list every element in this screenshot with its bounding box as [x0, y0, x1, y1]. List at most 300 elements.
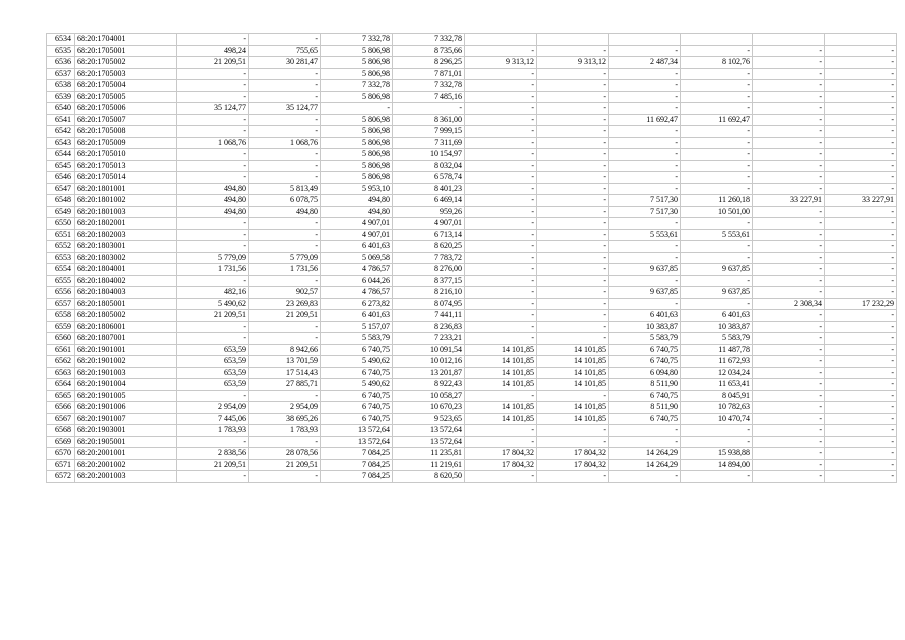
value-cell[interactable]: 6 044,26: [321, 275, 393, 287]
value-cell[interactable]: 5 583,79: [609, 333, 681, 345]
value-cell[interactable]: -: [753, 114, 825, 126]
value-cell[interactable]: -: [753, 80, 825, 92]
value-cell[interactable]: -: [681, 218, 753, 230]
value-cell[interactable]: -: [825, 91, 897, 103]
value-cell[interactable]: -: [609, 425, 681, 437]
value-cell[interactable]: -: [537, 137, 609, 149]
value-cell[interactable]: 14 101,85: [465, 367, 537, 379]
cadastral-code-cell[interactable]: 68:20:1804002: [75, 275, 177, 287]
value-cell[interactable]: 7 445,06: [177, 413, 249, 425]
value-cell[interactable]: 13 572,64: [393, 436, 465, 448]
value-cell[interactable]: 14 101,85: [537, 413, 609, 425]
value-cell[interactable]: 30 281,47: [249, 57, 321, 69]
value-cell[interactable]: 5 779,09: [249, 252, 321, 264]
value-cell[interactable]: 8 236,83: [393, 321, 465, 333]
value-cell[interactable]: 33 227,91: [825, 195, 897, 207]
cadastral-code-cell[interactable]: 68:20:1705001: [75, 45, 177, 57]
cadastral-code-cell[interactable]: 68:20:1705006: [75, 103, 177, 115]
value-cell[interactable]: -: [177, 68, 249, 80]
value-cell[interactable]: 959,26: [393, 206, 465, 218]
value-cell[interactable]: 8 511,90: [609, 402, 681, 414]
row-number-cell[interactable]: 6560: [47, 333, 75, 345]
value-cell[interactable]: 8 102,76: [681, 57, 753, 69]
value-cell[interactable]: [681, 34, 753, 46]
value-cell[interactable]: 494,80: [321, 206, 393, 218]
row-number-cell[interactable]: 6568: [47, 425, 75, 437]
row-number-cell[interactable]: 6549: [47, 206, 75, 218]
value-cell[interactable]: -: [465, 183, 537, 195]
value-cell[interactable]: -: [177, 321, 249, 333]
value-cell[interactable]: -: [537, 45, 609, 57]
cadastral-code-cell[interactable]: 68:20:1801001: [75, 183, 177, 195]
value-cell[interactable]: -: [753, 413, 825, 425]
value-cell[interactable]: 11 692,47: [609, 114, 681, 126]
value-cell[interactable]: -: [825, 206, 897, 218]
value-cell[interactable]: -: [537, 114, 609, 126]
value-cell[interactable]: 10 670,23: [393, 402, 465, 414]
value-cell[interactable]: 7 332,78: [321, 80, 393, 92]
value-cell[interactable]: -: [465, 114, 537, 126]
row-number-cell[interactable]: 6561: [47, 344, 75, 356]
value-cell[interactable]: -: [537, 149, 609, 161]
cadastral-code-cell[interactable]: 68:20:2001002: [75, 459, 177, 471]
value-cell[interactable]: 8 216,10: [393, 287, 465, 299]
value-cell[interactable]: -: [681, 103, 753, 115]
value-cell[interactable]: 10 091,54: [393, 344, 465, 356]
value-cell[interactable]: -: [249, 471, 321, 483]
value-cell[interactable]: -: [249, 436, 321, 448]
value-cell[interactable]: -: [465, 126, 537, 138]
value-cell[interactable]: -: [825, 402, 897, 414]
value-cell[interactable]: -: [681, 137, 753, 149]
value-cell[interactable]: -: [825, 103, 897, 115]
row-number-cell[interactable]: 6546: [47, 172, 75, 184]
value-cell[interactable]: 5 806,98: [321, 45, 393, 57]
value-cell[interactable]: 9 523,65: [393, 413, 465, 425]
value-cell[interactable]: [753, 34, 825, 46]
cadastral-code-cell[interactable]: 68:20:1705008: [75, 126, 177, 138]
value-cell[interactable]: 7 332,78: [393, 80, 465, 92]
value-cell[interactable]: -: [753, 241, 825, 253]
value-cell[interactable]: 17 514,43: [249, 367, 321, 379]
value-cell[interactable]: 35 124,77: [177, 103, 249, 115]
value-cell[interactable]: -: [609, 68, 681, 80]
value-cell[interactable]: -: [465, 298, 537, 310]
value-cell[interactable]: -: [825, 367, 897, 379]
row-number-cell[interactable]: 6571: [47, 459, 75, 471]
value-cell[interactable]: -: [321, 103, 393, 115]
value-cell[interactable]: -: [825, 287, 897, 299]
value-cell[interactable]: 8 032,04: [393, 160, 465, 172]
value-cell[interactable]: -: [825, 137, 897, 149]
value-cell[interactable]: 1 731,56: [177, 264, 249, 276]
value-cell[interactable]: -: [753, 218, 825, 230]
value-cell[interactable]: 10 383,87: [609, 321, 681, 333]
value-cell[interactable]: -: [609, 149, 681, 161]
value-cell[interactable]: 653,59: [177, 367, 249, 379]
value-cell[interactable]: 10 012,16: [393, 356, 465, 368]
value-cell[interactable]: -: [825, 390, 897, 402]
value-cell[interactable]: 14 264,29: [609, 459, 681, 471]
value-cell[interactable]: -: [753, 126, 825, 138]
cadastral-code-cell[interactable]: 68:20:1705009: [75, 137, 177, 149]
value-cell[interactable]: -: [609, 436, 681, 448]
value-cell[interactable]: 7 084,25: [321, 471, 393, 483]
value-cell[interactable]: -: [825, 229, 897, 241]
value-cell[interactable]: -: [177, 126, 249, 138]
value-cell[interactable]: -: [825, 321, 897, 333]
value-cell[interactable]: -: [465, 264, 537, 276]
value-cell[interactable]: 13 201,87: [393, 367, 465, 379]
value-cell[interactable]: -: [537, 275, 609, 287]
value-cell[interactable]: 6 401,63: [681, 310, 753, 322]
value-cell[interactable]: -: [465, 390, 537, 402]
value-cell[interactable]: -: [537, 425, 609, 437]
value-cell[interactable]: 17 232,29: [825, 298, 897, 310]
value-cell[interactable]: -: [249, 275, 321, 287]
value-cell[interactable]: 6 740,75: [321, 367, 393, 379]
value-cell[interactable]: -: [465, 252, 537, 264]
value-cell[interactable]: 6 740,75: [609, 356, 681, 368]
value-cell[interactable]: -: [753, 264, 825, 276]
row-number-cell[interactable]: 6536: [47, 57, 75, 69]
value-cell[interactable]: 12 034,24: [681, 367, 753, 379]
value-cell[interactable]: 27 885,71: [249, 379, 321, 391]
value-cell[interactable]: -: [249, 80, 321, 92]
value-cell[interactable]: -: [681, 45, 753, 57]
value-cell[interactable]: 1 068,76: [177, 137, 249, 149]
value-cell[interactable]: -: [753, 333, 825, 345]
value-cell[interactable]: -: [825, 310, 897, 322]
row-number-cell[interactable]: 6569: [47, 436, 75, 448]
row-number-cell[interactable]: 6572: [47, 471, 75, 483]
value-cell[interactable]: 9 313,12: [537, 57, 609, 69]
value-cell[interactable]: 17 804,32: [465, 459, 537, 471]
value-cell[interactable]: -: [249, 126, 321, 138]
value-cell[interactable]: 8 361,00: [393, 114, 465, 126]
row-number-cell[interactable]: 6551: [47, 229, 75, 241]
cadastral-code-cell[interactable]: 68:20:1901002: [75, 356, 177, 368]
value-cell[interactable]: -: [681, 68, 753, 80]
value-cell[interactable]: -: [249, 172, 321, 184]
value-cell[interactable]: 10 470,74: [681, 413, 753, 425]
value-cell[interactable]: 6 273,82: [321, 298, 393, 310]
value-cell[interactable]: -: [537, 264, 609, 276]
value-cell[interactable]: 2 838,56: [177, 448, 249, 460]
value-cell[interactable]: 902,57: [249, 287, 321, 299]
value-cell[interactable]: -: [537, 287, 609, 299]
value-cell[interactable]: -: [465, 275, 537, 287]
value-cell[interactable]: [465, 34, 537, 46]
cadastral-code-cell[interactable]: 68:20:1901006: [75, 402, 177, 414]
value-cell[interactable]: -: [753, 183, 825, 195]
value-cell[interactable]: -: [753, 471, 825, 483]
value-cell[interactable]: -: [753, 229, 825, 241]
value-cell[interactable]: 5 806,98: [321, 172, 393, 184]
value-cell[interactable]: 5 806,98: [321, 160, 393, 172]
value-cell[interactable]: 14 101,85: [537, 344, 609, 356]
value-cell[interactable]: -: [753, 45, 825, 57]
value-cell[interactable]: 6 578,74: [393, 172, 465, 184]
value-cell[interactable]: 1 068,76: [249, 137, 321, 149]
value-cell[interactable]: -: [537, 252, 609, 264]
cadastral-code-cell[interactable]: 68:20:1805002: [75, 310, 177, 322]
value-cell[interactable]: -: [825, 126, 897, 138]
value-cell[interactable]: -: [825, 68, 897, 80]
cadastral-code-cell[interactable]: 68:20:2001003: [75, 471, 177, 483]
row-number-cell[interactable]: 6566: [47, 402, 75, 414]
value-cell[interactable]: 494,80: [177, 183, 249, 195]
value-cell[interactable]: 482,16: [177, 287, 249, 299]
row-number-cell[interactable]: 6540: [47, 103, 75, 115]
value-cell[interactable]: 13 572,64: [321, 425, 393, 437]
value-cell[interactable]: -: [609, 45, 681, 57]
value-cell[interactable]: -: [609, 298, 681, 310]
value-cell[interactable]: 5 779,09: [177, 252, 249, 264]
row-number-cell[interactable]: 6542: [47, 126, 75, 138]
value-cell[interactable]: -: [825, 114, 897, 126]
value-cell[interactable]: 494,80: [249, 206, 321, 218]
value-cell[interactable]: -: [177, 91, 249, 103]
value-cell[interactable]: 5 583,79: [681, 333, 753, 345]
value-cell[interactable]: -: [753, 310, 825, 322]
value-cell[interactable]: -: [465, 218, 537, 230]
value-cell[interactable]: 17 804,32: [465, 448, 537, 460]
value-cell[interactable]: -: [753, 160, 825, 172]
value-cell[interactable]: -: [825, 160, 897, 172]
value-cell[interactable]: -: [609, 252, 681, 264]
value-cell[interactable]: 2 487,34: [609, 57, 681, 69]
value-cell[interactable]: -: [825, 425, 897, 437]
value-cell[interactable]: -: [681, 298, 753, 310]
value-cell[interactable]: 5 806,98: [321, 114, 393, 126]
value-cell[interactable]: 6 740,75: [609, 390, 681, 402]
value-cell[interactable]: 11 487,78: [681, 344, 753, 356]
row-number-cell[interactable]: 6555: [47, 275, 75, 287]
value-cell[interactable]: -: [465, 287, 537, 299]
value-cell[interactable]: -: [681, 172, 753, 184]
value-cell[interactable]: -: [681, 149, 753, 161]
value-cell[interactable]: -: [177, 275, 249, 287]
value-cell[interactable]: 14 101,85: [465, 379, 537, 391]
value-cell[interactable]: 6 740,75: [609, 344, 681, 356]
value-cell[interactable]: 2 308,34: [753, 298, 825, 310]
value-cell[interactable]: 35 124,77: [249, 103, 321, 115]
value-cell[interactable]: -: [177, 390, 249, 402]
value-cell[interactable]: -: [465, 137, 537, 149]
value-cell[interactable]: 23 269,83: [249, 298, 321, 310]
value-cell[interactable]: 7 517,30: [609, 195, 681, 207]
value-cell[interactable]: 8 074,95: [393, 298, 465, 310]
cadastral-code-cell[interactable]: 68:20:1801003: [75, 206, 177, 218]
value-cell[interactable]: 14 101,85: [465, 344, 537, 356]
value-cell[interactable]: 5 583,79: [321, 333, 393, 345]
value-cell[interactable]: -: [465, 333, 537, 345]
value-cell[interactable]: 6 740,75: [609, 413, 681, 425]
value-cell[interactable]: -: [249, 149, 321, 161]
value-cell[interactable]: -: [465, 436, 537, 448]
value-cell[interactable]: 1 731,56: [249, 264, 321, 276]
value-cell[interactable]: -: [609, 103, 681, 115]
value-cell[interactable]: 10 501,00: [681, 206, 753, 218]
cadastral-code-cell[interactable]: 68:20:1901004: [75, 379, 177, 391]
value-cell[interactable]: -: [465, 321, 537, 333]
value-cell[interactable]: -: [465, 425, 537, 437]
value-cell[interactable]: -: [825, 356, 897, 368]
value-cell[interactable]: -: [753, 172, 825, 184]
value-cell[interactable]: -: [609, 183, 681, 195]
value-cell[interactable]: -: [177, 34, 249, 46]
value-cell[interactable]: 11 219,61: [393, 459, 465, 471]
value-cell[interactable]: 2 954,09: [249, 402, 321, 414]
value-cell[interactable]: 6 740,75: [321, 402, 393, 414]
value-cell[interactable]: -: [825, 45, 897, 57]
value-cell[interactable]: -: [465, 206, 537, 218]
value-cell[interactable]: -: [753, 390, 825, 402]
value-cell[interactable]: -: [465, 241, 537, 253]
value-cell[interactable]: 5 806,98: [321, 137, 393, 149]
value-cell[interactable]: -: [537, 91, 609, 103]
value-cell[interactable]: -: [825, 344, 897, 356]
value-cell[interactable]: 2 954,09: [177, 402, 249, 414]
value-cell[interactable]: -: [825, 275, 897, 287]
value-cell[interactable]: 7 999,15: [393, 126, 465, 138]
cadastral-code-cell[interactable]: 68:20:1801002: [75, 195, 177, 207]
value-cell[interactable]: -: [465, 80, 537, 92]
row-number-cell[interactable]: 6545: [47, 160, 75, 172]
value-cell[interactable]: 38 695,26: [249, 413, 321, 425]
value-cell[interactable]: 11 260,18: [681, 195, 753, 207]
value-cell[interactable]: 8 942,66: [249, 344, 321, 356]
value-cell[interactable]: 755,65: [249, 45, 321, 57]
value-cell[interactable]: -: [177, 160, 249, 172]
value-cell[interactable]: 5 806,98: [321, 149, 393, 161]
value-cell[interactable]: 494,80: [177, 206, 249, 218]
value-cell[interactable]: -: [177, 333, 249, 345]
value-cell[interactable]: 7 084,25: [321, 459, 393, 471]
value-cell[interactable]: 14 894,00: [681, 459, 753, 471]
value-cell[interactable]: -: [177, 172, 249, 184]
value-cell[interactable]: -: [609, 241, 681, 253]
value-cell[interactable]: -: [537, 126, 609, 138]
value-cell[interactable]: 28 078,56: [249, 448, 321, 460]
cadastral-code-cell[interactable]: 68:20:1705007: [75, 114, 177, 126]
value-cell[interactable]: -: [753, 367, 825, 379]
row-number-cell[interactable]: 6544: [47, 149, 75, 161]
cadastral-code-cell[interactable]: 68:20:1803002: [75, 252, 177, 264]
value-cell[interactable]: -: [753, 103, 825, 115]
value-cell[interactable]: 8 620,25: [393, 241, 465, 253]
value-cell[interactable]: 5 806,98: [321, 91, 393, 103]
value-cell[interactable]: -: [249, 321, 321, 333]
value-cell[interactable]: 6 740,75: [321, 390, 393, 402]
cadastral-code-cell[interactable]: 68:20:2001001: [75, 448, 177, 460]
value-cell[interactable]: 8 377,15: [393, 275, 465, 287]
value-cell[interactable]: -: [537, 298, 609, 310]
value-cell[interactable]: 8 401,23: [393, 183, 465, 195]
value-cell[interactable]: -: [465, 45, 537, 57]
value-cell[interactable]: -: [465, 172, 537, 184]
value-cell[interactable]: -: [753, 68, 825, 80]
row-number-cell[interactable]: 6547: [47, 183, 75, 195]
value-cell[interactable]: 653,59: [177, 356, 249, 368]
value-cell[interactable]: -: [537, 310, 609, 322]
cadastral-code-cell[interactable]: 68:20:1805001: [75, 298, 177, 310]
value-cell[interactable]: 17 804,32: [537, 448, 609, 460]
row-number-cell[interactable]: 6562: [47, 356, 75, 368]
value-cell[interactable]: 7 332,78: [321, 34, 393, 46]
value-cell[interactable]: 6 713,14: [393, 229, 465, 241]
value-cell[interactable]: 14 101,85: [537, 402, 609, 414]
value-cell[interactable]: -: [465, 310, 537, 322]
row-number-cell[interactable]: 6548: [47, 195, 75, 207]
value-cell[interactable]: 14 101,85: [537, 379, 609, 391]
value-cell[interactable]: 8 045,91: [681, 390, 753, 402]
value-cell[interactable]: 5 553,61: [609, 229, 681, 241]
value-cell[interactable]: -: [825, 413, 897, 425]
value-cell[interactable]: 5 490,62: [321, 379, 393, 391]
value-cell[interactable]: 5 806,98: [321, 126, 393, 138]
value-cell[interactable]: -: [825, 264, 897, 276]
value-cell[interactable]: 494,80: [177, 195, 249, 207]
value-cell[interactable]: -: [681, 436, 753, 448]
value-cell[interactable]: -: [537, 183, 609, 195]
cadastral-code-cell[interactable]: 68:20:1705004: [75, 80, 177, 92]
value-cell[interactable]: -: [177, 80, 249, 92]
value-cell[interactable]: -: [609, 126, 681, 138]
value-cell[interactable]: 11 672,93: [681, 356, 753, 368]
row-number-cell[interactable]: 6570: [47, 448, 75, 460]
row-number-cell[interactable]: 6541: [47, 114, 75, 126]
value-cell[interactable]: -: [465, 471, 537, 483]
value-cell[interactable]: -: [825, 333, 897, 345]
value-cell[interactable]: 6 401,63: [321, 310, 393, 322]
value-cell[interactable]: -: [537, 68, 609, 80]
cadastral-code-cell[interactable]: 68:20:1901005: [75, 390, 177, 402]
value-cell[interactable]: -: [537, 241, 609, 253]
value-cell[interactable]: 8 620,50: [393, 471, 465, 483]
value-cell[interactable]: 21 209,51: [249, 459, 321, 471]
cadastral-code-cell[interactable]: 68:20:1903001: [75, 425, 177, 437]
value-cell[interactable]: 7 783,72: [393, 252, 465, 264]
value-cell[interactable]: -: [249, 160, 321, 172]
value-cell[interactable]: 13 572,64: [321, 436, 393, 448]
value-cell[interactable]: 1 783,93: [177, 425, 249, 437]
value-cell[interactable]: 6 740,75: [321, 344, 393, 356]
value-cell[interactable]: 7 233,21: [393, 333, 465, 345]
value-cell[interactable]: -: [537, 436, 609, 448]
value-cell[interactable]: -: [177, 218, 249, 230]
row-number-cell[interactable]: 6552: [47, 241, 75, 253]
value-cell[interactable]: -: [249, 229, 321, 241]
cadastral-code-cell[interactable]: 68:20:1806001: [75, 321, 177, 333]
value-cell[interactable]: 11 692,47: [681, 114, 753, 126]
value-cell[interactable]: -: [609, 172, 681, 184]
value-cell[interactable]: 5 953,10: [321, 183, 393, 195]
cadastral-code-cell[interactable]: 68:20:1804001: [75, 264, 177, 276]
value-cell[interactable]: 7 517,30: [609, 206, 681, 218]
value-cell[interactable]: -: [681, 275, 753, 287]
value-cell[interactable]: -: [753, 448, 825, 460]
value-cell[interactable]: -: [753, 436, 825, 448]
cadastral-code-cell[interactable]: 68:20:1901001: [75, 344, 177, 356]
value-cell[interactable]: -: [609, 471, 681, 483]
value-cell[interactable]: -: [753, 149, 825, 161]
value-cell[interactable]: 6 078,75: [249, 195, 321, 207]
cadastral-code-cell[interactable]: 68:20:1705005: [75, 91, 177, 103]
cadastral-code-cell[interactable]: 68:20:1802001: [75, 218, 177, 230]
value-cell[interactable]: 21 209,51: [177, 310, 249, 322]
